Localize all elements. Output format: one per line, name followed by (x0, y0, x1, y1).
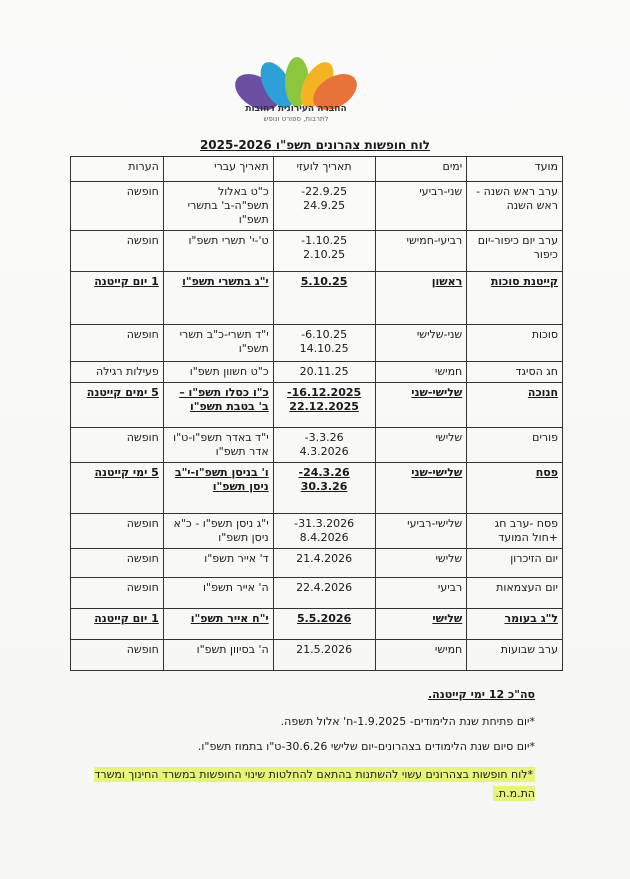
cell-occasion: חנוכה (467, 383, 563, 428)
cell-greg-date: 3.3.26- 4.3.2026 (273, 428, 375, 463)
cell-occasion: חג הסיגד (467, 362, 563, 383)
header-greg-date: תאריך לועזי (273, 157, 375, 182)
org-name-block (236, 104, 356, 123)
cell-hebrew-date: י"ג בתשרי תשפ"ו (163, 272, 273, 325)
holiday-schedule-table (70, 156, 563, 671)
cell-occasion: סוכות (467, 325, 563, 362)
cell-greg-date: 20.11.25 (273, 362, 375, 383)
cell-notes: חופשה (71, 549, 164, 578)
summary-line-disclaimer: *לוח חופשות בצהרונים עשוי להשתנות בהתאם להחלטות שינוי החופשות במשרד החינוך ומשרד הת.מ.ת. (94, 768, 535, 800)
cell-notes: חופשה (71, 578, 164, 609)
cell-notes: חופשה (71, 231, 164, 272)
cell-occasion: ערב ראש השנה -ראש השנה (467, 182, 563, 231)
table-row (71, 609, 563, 640)
table-row (71, 383, 563, 428)
cell-days: שלישי (375, 428, 467, 463)
cell-hebrew-date: י"ד תשרי-כ"ב תשרי תשפ"ו (163, 325, 273, 362)
cell-occasion: יום הזיכרון (467, 549, 563, 578)
summary-total: סה"כ 12 ימי קייטנה. (427, 688, 535, 701)
cell-days: שלישי (375, 549, 467, 578)
table-row (71, 514, 563, 549)
cell-hebrew-date: י"ח אייר תשפ"ו (163, 609, 273, 640)
cell-greg-date: 22.4.2026 (273, 578, 375, 609)
org-tagline: לתרבות, ספורט ונופש (263, 115, 329, 123)
cell-greg-date: 21.4.2026 (273, 549, 375, 578)
cell-occasion: פסח -ערב חג +חול המועד (467, 514, 563, 549)
cell-notes: 5 ימים קייטנה (71, 383, 164, 428)
cell-notes: חופשה (71, 640, 164, 671)
cell-notes: חופשה (71, 428, 164, 463)
cell-days: שלישי-שני (375, 383, 467, 428)
table-row (71, 640, 563, 671)
cell-days: חמישי (375, 640, 467, 671)
cell-days: חמישי (375, 362, 467, 383)
table-header-row (71, 157, 563, 182)
table-row (71, 272, 563, 325)
cell-notes: חופשה (71, 182, 164, 231)
org-name: החברה העירונית רחובות (245, 104, 347, 114)
cell-occasion: פורים (467, 428, 563, 463)
summary-line-opening: *יום פתיחת שנת הלימודים- 1.9.2025-ח' אלול תשפה. (280, 715, 535, 728)
cell-notes: חופשה (71, 514, 164, 549)
cell-greg-date: 21.5.2026 (273, 640, 375, 671)
summary-notes (85, 688, 535, 815)
header-days: ימים (375, 157, 467, 182)
cell-hebrew-date: כ"ט חשוון תשפ"ו (163, 362, 273, 383)
table-row (71, 231, 563, 272)
cell-greg-date: 6.10.25- 14.10.25 (273, 325, 375, 362)
cell-days: ראשון (375, 272, 467, 325)
cell-greg-date: 31.3.2026- 8.4.2026 (273, 514, 375, 549)
cell-hebrew-date: י"ד באדר תשפ"ו-ט"ו אדר תשפ"ו (163, 428, 273, 463)
cell-hebrew-date: ט'-י' תשרי תשפ"ו (163, 231, 273, 272)
cell-occasion: ערב שבועות (467, 640, 563, 671)
cell-hebrew-date: כ"ט באלול תשפ"ה-ב' בתשרי תשפ"ו (163, 182, 273, 231)
page-title: לוח חופשות צהרונים תשפ"ו 2025-2026 (199, 138, 431, 152)
table-row (71, 578, 563, 609)
cell-hebrew-date: י"ג ניסן תשפ"ו - כ"א ניסן תשפ"ו (163, 514, 273, 549)
cell-hebrew-date: ו' בניסן תשפ"ו-י"ב ניסן תשפ"ו (163, 463, 273, 514)
cell-greg-date: 5.5.2026 (273, 609, 375, 640)
header-notes: הערות (71, 157, 164, 182)
cell-hebrew-date: ה' בסיוון תשפ"ו (163, 640, 273, 671)
header-hebrew-date: תאריך עברי (163, 157, 273, 182)
cell-occasion: ערב יום כיפור-יום כיפור (467, 231, 563, 272)
cell-occasion: קייטנת סוכות (467, 272, 563, 325)
cell-greg-date: 1.10.25- 2.10.25 (273, 231, 375, 272)
cell-occasion: פסח (467, 463, 563, 514)
cell-notes: פעילות רגילה (71, 362, 164, 383)
cell-greg-date: 24.3.26- 30.3.26 (273, 463, 375, 514)
table-row (71, 463, 563, 514)
cell-occasion: ל"ג בעומר (467, 609, 563, 640)
cell-days: שלישי-שני (375, 463, 467, 514)
cell-hebrew-date: כ"ו כסלו תשפ"ו – ב' בטבת תשפ"ו (163, 383, 273, 428)
cell-notes: 5 ימי קייטנה (71, 463, 164, 514)
cell-greg-date: 16.12.2025- 22.12.2025 (273, 383, 375, 428)
cell-hebrew-date: ה' אייר תשפ"ו (163, 578, 273, 609)
cell-notes: 1 יום קייטנה (71, 272, 164, 325)
cell-notes: חופשה (71, 325, 164, 362)
cell-days: שלישי-רביעי (375, 514, 467, 549)
cell-hebrew-date: ד' אייר תשפ"ו (163, 549, 273, 578)
cell-occasion: יום העצמאות (467, 578, 563, 609)
cell-days: שלישי (375, 609, 467, 640)
cell-days: רביעי (375, 578, 467, 609)
cell-greg-date: 22.9.25- 24.9.25 (273, 182, 375, 231)
table-row (71, 325, 563, 362)
cell-notes: 1 יום קייטנה (71, 609, 164, 640)
header-occasion: מועד (467, 157, 563, 182)
summary-line-closing: *יום סיום שנת הלימודים בצהרונים-יום שלישי 30.6.26-ט"ו בתמוז תשפ"ו. (197, 740, 535, 753)
cell-days: רביעי-חמישי (375, 231, 467, 272)
table-row (71, 428, 563, 463)
cell-days: שני-רביעי (375, 182, 467, 231)
table-row (71, 362, 563, 383)
cell-greg-date: 5.10.25 (273, 272, 375, 325)
table-row (71, 549, 563, 578)
table-row (71, 182, 563, 231)
cell-days: שני-שלישי (375, 325, 467, 362)
